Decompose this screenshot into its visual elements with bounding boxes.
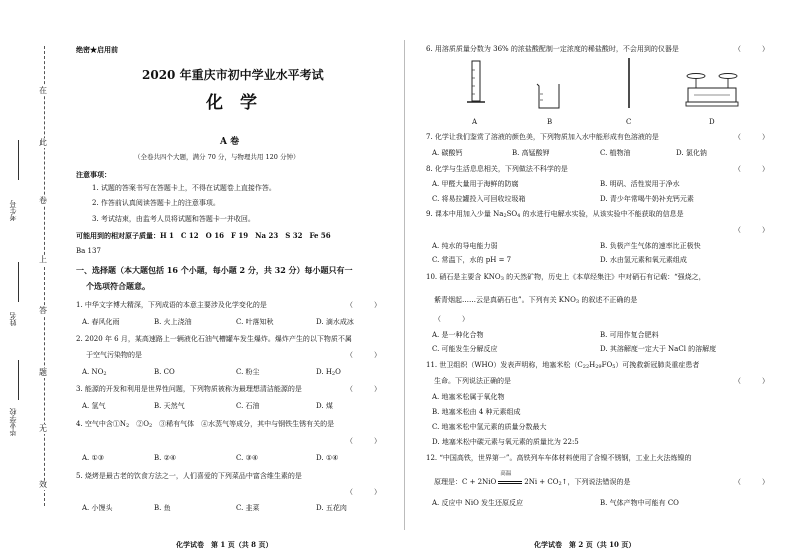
- secret-mark: 绝密★启用前: [76, 45, 118, 54]
- question-stem: 1. 中华文字博大精深，下列成语的本意主要涉及化学变化的是: [76, 301, 267, 309]
- option-b[interactable]: B. ②④: [154, 454, 177, 462]
- option-d[interactable]: D. 滴水成冰: [316, 318, 354, 326]
- answer-paren[interactable]: （ ）: [734, 478, 769, 486]
- section-heading: 一、选择题（本大题包括 16 个小题，每小题 2 分，共 32 分）每小题只有一: [76, 265, 353, 275]
- option-a[interactable]: A. 反应中 NiO 发生还原反应: [432, 499, 524, 507]
- question-stem: 11. 世卫组织（WHO）发表声明称，地塞米松$(C_{22}H_{29}FO_5)$可挽救新冠肺炎重症患者: [426, 361, 700, 370]
- option-d[interactable]: D. 氯化钠: [676, 149, 707, 157]
- option-d[interactable]: D. ①④: [316, 454, 339, 462]
- option-c[interactable]: C. 石油: [236, 402, 260, 410]
- option-c[interactable]: C. 粉尘: [236, 368, 260, 376]
- glass-rod-icon: [626, 56, 632, 110]
- exam-info: （全卷共四个大题，满分 70 分，与物理共用 120 分钟）: [134, 153, 300, 161]
- answer-paren[interactable]: （ ）: [346, 488, 381, 496]
- atomic-mass-line: Ba 137: [76, 247, 101, 255]
- side-mark: 无: [39, 424, 47, 433]
- question-stem: 4. 空气中含$①N_2$ $②O_2$ ③稀有气体 ④水蒸气等成分，其中与钢铁生锈有关的是: [76, 420, 335, 429]
- apparatus-label-c[interactable]: C: [626, 118, 632, 126]
- atomic-mass-line: 可能用到的相对原子质量：H 1 C 12 O 16 F 19 Na 23 S 32 Fe 56: [76, 231, 331, 240]
- side-mark: 答: [39, 306, 47, 315]
- answer-paren[interactable]: （ ）: [434, 315, 469, 323]
- question-stem: 9. 课本中用加入少量 $Na_2SO_4$ 的水进行电解水实验，从该实验中不能获取的信息是: [426, 210, 684, 219]
- option-b[interactable]: B. 可用作复合肥料: [600, 331, 659, 339]
- option-a[interactable]: A. $NO_2$: [82, 368, 107, 377]
- question-stem: 3. 能源的开发和利用是世界性问题，下列物质被称为最理想清洁能源的是: [76, 385, 302, 393]
- note-item: 3. 考试结束，由监考人员将试题和答题卡一并收回。: [92, 215, 255, 223]
- question-stem: 6. 用溶质质量分数为 36% 的浓盐酸配制一定浓度的稀盐酸时，不会用到的仪器是: [426, 45, 679, 53]
- side-mark: 效: [39, 480, 47, 489]
- page-footer: 化学试卷 第 1 页（共 8 页）: [176, 540, 273, 549]
- option-a[interactable]: A. ①③: [82, 454, 105, 462]
- paper-label: A 卷: [220, 137, 240, 147]
- equals-sign-icon: [498, 481, 522, 484]
- option-d[interactable]: D. 煤: [316, 402, 333, 410]
- note-item: 2. 作答前认真阅读答题卡上的注意事项。: [92, 199, 220, 207]
- question-stem: 8. 化学与生活息息相关，下列做法不科学的是: [426, 165, 568, 173]
- question-stem: 原理是：C + 2NiO 高温 $2Ni + CO_2↑$，下列说法错误的是: [434, 471, 631, 487]
- option-b[interactable]: B. 火上浇油: [154, 318, 192, 326]
- option-b[interactable]: B. 高锰酸钾: [512, 149, 550, 157]
- option-d[interactable]: D. 水由氢元素和氧元素组成: [600, 256, 687, 264]
- option-c[interactable]: C. 可能发生分解反应: [432, 345, 498, 353]
- option-b[interactable]: B. CO: [154, 368, 175, 376]
- option-a[interactable]: A. 是一种化合物: [432, 331, 484, 339]
- question-stem: 10. 硝石是主要含 $KNO_3$ 的天然矿物，历史上《本草经集注》中对硝石有记载：“强烧之，: [426, 273, 706, 282]
- side-mark: 此: [39, 138, 47, 147]
- option-b[interactable]: B. 负极产生气体的速率比正极快: [600, 242, 701, 250]
- option-c[interactable]: C. 将易拉罐投入可回收垃圾箱: [432, 195, 526, 203]
- side-mark: 题: [39, 368, 47, 377]
- subject-title: 化 学: [206, 93, 257, 113]
- answer-paren[interactable]: （ ）: [346, 385, 381, 393]
- field-label-name: 姓名: [9, 312, 17, 326]
- apparatus-label-d[interactable]: D: [709, 118, 715, 126]
- answer-paren[interactable]: （ ）: [734, 165, 769, 173]
- question-stem: 5. 烧烤是最古老的饮食方法之一，人们喜爱的下列菜品中富含维生素的是: [76, 472, 302, 480]
- side-mark: 在: [39, 86, 47, 95]
- option-d[interactable]: D. 青少年常喝牛奶补充钙元素: [600, 195, 694, 203]
- option-c[interactable]: C. 植物油: [600, 149, 631, 157]
- option-c[interactable]: C. 地塞米松中氢元素的质量分数最大: [432, 423, 547, 431]
- balance-scale-icon: [684, 66, 740, 110]
- option-b[interactable]: B. 明矾、活性炭用于净水: [600, 180, 680, 188]
- notes-heading: 注意事项：: [76, 170, 111, 179]
- option-c[interactable]: C. 常温下，水的 pH = 7: [432, 256, 512, 264]
- answer-paren[interactable]: （ ）: [346, 351, 381, 359]
- option-b[interactable]: B. 气体产物中可能有 CO: [600, 499, 679, 507]
- option-a[interactable]: A. 小馒头: [82, 504, 113, 512]
- side-mark: 上: [39, 255, 47, 264]
- answer-paren[interactable]: （ ）: [734, 45, 769, 53]
- option-c[interactable]: C. ③④: [236, 454, 259, 462]
- note-item: 1. 试题的答案书写在答题卡上，不得在试题卷上直接作答。: [92, 184, 276, 192]
- option-d[interactable]: D. $H_2O$: [316, 368, 341, 377]
- graduated-cylinder-icon: [464, 58, 488, 108]
- option-b[interactable]: B. 鱼: [154, 504, 171, 512]
- question-stem: 于空气污染物的是: [86, 351, 142, 359]
- field-label-exam-number: 考生号: [9, 200, 17, 221]
- question-stem: 12. “中国高铁，世界第一”。高铁列车车体材料使用了含镍不锈钢，工业上火法炼镍的: [426, 454, 692, 462]
- option-a[interactable]: A. 甲醛大量用于海鲜的防腐: [432, 180, 519, 188]
- option-c[interactable]: C. 韭菜: [236, 504, 260, 512]
- question-stem: 生命。下列说法正确的是: [434, 377, 511, 385]
- option-b[interactable]: B. 地塞米松由 4 种元素组成: [432, 408, 521, 416]
- option-a[interactable]: A. 氢气: [82, 402, 106, 410]
- answer-paren[interactable]: （ ）: [734, 377, 769, 385]
- option-b[interactable]: B. 天然气: [154, 402, 185, 410]
- question-stem: 紫青烟起……云是真硝石也”。下列有关 $KNO_3$ 的叙述不正确的是: [434, 296, 638, 305]
- question-stem: 2. 2020 年 6 月，某高速路上一辆液化石油气槽罐车发生爆炸。爆炸产生的以下物质不属: [76, 335, 352, 343]
- option-a[interactable]: A. 春风化雨: [82, 318, 120, 326]
- right-page: [404, 0, 794, 560]
- option-d[interactable]: D. 五花肉: [316, 504, 347, 512]
- option-a[interactable]: A. 地塞米松属于氧化物: [432, 393, 505, 401]
- answer-paren[interactable]: （ ）: [346, 301, 381, 309]
- option-a[interactable]: A. 纯水的导电能力弱: [432, 242, 498, 250]
- exam-title: 2020 年重庆市初中学业水平考试: [142, 68, 324, 82]
- beaker-icon: [534, 82, 564, 110]
- question-stem: 7. 化学让我们鉴赏了溶液的颜色美，下列物质加入水中能形成有色溶液的是: [426, 133, 659, 141]
- section-heading: 个选项符合题意。: [86, 281, 150, 291]
- side-mark: 卷: [39, 196, 47, 205]
- answer-paren[interactable]: （ ）: [734, 133, 769, 141]
- apparatus-label-a[interactable]: A: [472, 118, 478, 126]
- option-a[interactable]: A. 碳酸钙: [432, 149, 463, 157]
- apparatus-label-b[interactable]: B: [547, 118, 553, 126]
- option-c[interactable]: C. 叶落知秋: [236, 318, 274, 326]
- answer-paren[interactable]: （ ）: [734, 226, 769, 234]
- option-d[interactable]: D. 其溶解度一定大于 NaCl 的溶解度: [600, 345, 717, 353]
- option-d[interactable]: D. 地塞米松中碳元素与氧元素的质量比为 22:5: [432, 438, 579, 446]
- field-label-school: 毕业学校: [9, 408, 17, 436]
- answer-paren[interactable]: （ ）: [346, 437, 381, 445]
- reaction-condition: 高温: [500, 471, 512, 477]
- page-footer: 化学试卷 第 2 页（共 10 页）: [534, 540, 636, 549]
